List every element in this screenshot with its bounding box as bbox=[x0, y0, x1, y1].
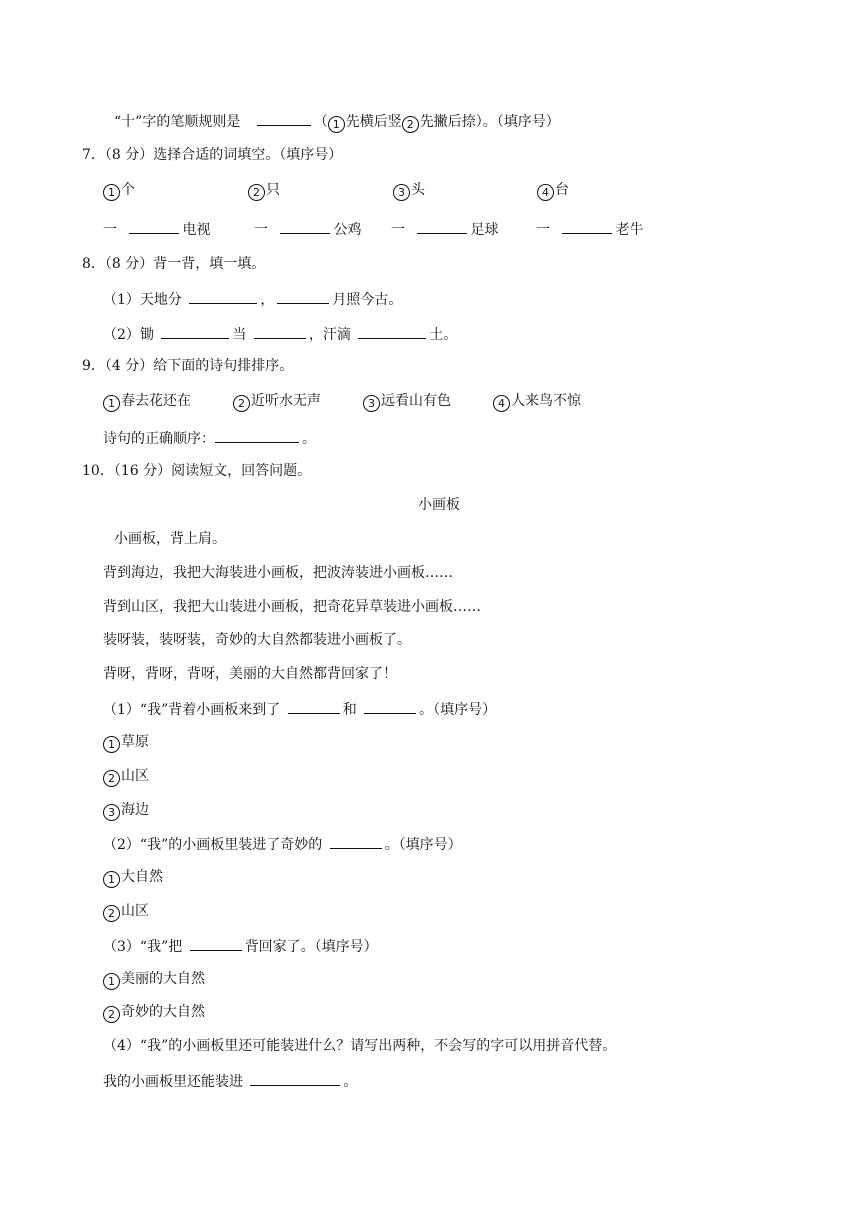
q9-option-2: 2 近听水无声 bbox=[233, 391, 321, 411]
q7-heading: 7．（8 分）选择合适的词填空。（填序号） bbox=[82, 147, 343, 163]
q10-sub-2: （2）“我”的小画板里装进了奇妙的 。（填序号） bbox=[103, 833, 462, 853]
q10-heading: 10．（16 分）阅读短文，回答问题。 bbox=[82, 463, 312, 479]
circled-3-icon: 3 bbox=[393, 184, 410, 201]
q10-sub1-blank-1[interactable] bbox=[288, 698, 340, 714]
q7-option-4: 4 台 bbox=[537, 180, 569, 200]
q7-option-3: 3 头 bbox=[393, 180, 425, 200]
circled-1-icon: 1 bbox=[103, 973, 120, 990]
circled-4-icon: 4 bbox=[493, 395, 510, 412]
q7-fill-2: 一 公鸡 bbox=[254, 218, 361, 238]
q10-sub2-option-2: 2 山区 bbox=[103, 901, 149, 921]
q8-blank-1[interactable] bbox=[189, 288, 257, 304]
q10-sub3-option-1: 1 美丽的大自然 bbox=[103, 969, 205, 989]
q6-line: “十”字的笔顺规则是 （ 1 先横后竖 2 先撇后捺）。（填序号） bbox=[114, 110, 560, 130]
q7-blank-1[interactable] bbox=[129, 218, 179, 234]
q10-sub2-option-1: 1 大自然 bbox=[103, 867, 163, 887]
q7-fill-3: 一 足球 bbox=[391, 218, 498, 238]
q10-sub2-blank[interactable] bbox=[330, 833, 382, 849]
q7-blank-3[interactable] bbox=[417, 218, 467, 234]
q6-suffix: ）。（填序号） bbox=[475, 114, 560, 130]
q6-option-2: 先撇后捺 bbox=[419, 114, 476, 130]
q6-option-1: 先横后竖 bbox=[345, 114, 402, 130]
q6-answer-blank[interactable] bbox=[257, 110, 311, 126]
q9-option-1: 1 春去花还在 bbox=[103, 391, 191, 411]
q8-blank-3[interactable] bbox=[161, 323, 229, 339]
q7-blank-4[interactable] bbox=[562, 218, 612, 234]
q9-order-blank[interactable] bbox=[215, 427, 299, 443]
q10-sub4-blank[interactable] bbox=[250, 1070, 340, 1086]
circled-1-icon: 1 bbox=[328, 116, 345, 133]
circled-1-icon: 1 bbox=[103, 871, 120, 888]
q9-option-4: 4 人来鸟不惊 bbox=[493, 391, 581, 411]
passage-line-2: 背到海边，我把大海装进小画板，把波涛装进小画板…… bbox=[103, 565, 453, 581]
q10-sub-3: （3）“我”把 背回家了。（填序号） bbox=[103, 935, 378, 955]
q8-line-2: （2）锄 当 ，汗滴 土。 bbox=[103, 323, 457, 343]
q7-option-1: 1 个 bbox=[103, 180, 135, 200]
q7-option-2: 2 只 bbox=[248, 180, 280, 200]
passage-line-1: 小画板，背上肩。 bbox=[114, 531, 226, 547]
circled-1-icon: 1 bbox=[103, 736, 120, 753]
q8-blank-5[interactable] bbox=[358, 323, 426, 339]
q10-sub1-option-1: 1 草原 bbox=[103, 732, 149, 752]
q8-line-1: （1）天地分 ， 月照今古。 bbox=[103, 288, 402, 308]
circled-1-icon: 1 bbox=[103, 184, 120, 201]
passage-line-3: 背到山区，我把大山装进小画板，把奇花异草装进小画板…… bbox=[103, 599, 481, 615]
circled-2-icon: 2 bbox=[248, 184, 265, 201]
q7-blank-2[interactable] bbox=[280, 218, 330, 234]
circled-3-icon: 3 bbox=[103, 804, 120, 821]
q10-sub-1: （1）“我”背着小画板来到了 和 。（填序号） bbox=[103, 698, 496, 718]
q10-sub1-option-3: 3 海边 bbox=[103, 800, 149, 820]
q10-sub1-blank-2[interactable] bbox=[364, 698, 416, 714]
q8-blank-4[interactable] bbox=[254, 323, 306, 339]
circled-3-icon: 3 bbox=[363, 395, 380, 412]
circled-4-icon: 4 bbox=[537, 184, 554, 201]
q6-text: “十”字的笔顺规则是 bbox=[114, 114, 241, 130]
q10-sub3-option-2: 2 奇妙的大自然 bbox=[103, 1002, 205, 1022]
q9-heading: 9．（4 分）给下面的诗句排排序。 bbox=[82, 358, 294, 374]
q9-option-3: 3 远看山有色 bbox=[363, 391, 451, 411]
passage-line-4: 装呀装，装呀装，奇妙的大自然都装进小画板了。 bbox=[103, 632, 411, 648]
circled-1-icon: 1 bbox=[103, 395, 120, 412]
circled-2-icon: 2 bbox=[103, 770, 120, 787]
circled-2-icon: 2 bbox=[103, 905, 120, 922]
circled-2-icon: 2 bbox=[233, 395, 250, 412]
q8-heading: 8．（8 分）背一背，填一填。 bbox=[82, 256, 266, 272]
passage-line-5: 背呀，背呀，背呀，美丽的大自然都背回家了！ bbox=[103, 666, 397, 682]
q7-fill-1: 一 电视 bbox=[103, 218, 210, 238]
q9-order-line: 诗句的正确顺序： 。 bbox=[103, 427, 316, 447]
circled-2-icon: 2 bbox=[103, 1006, 120, 1023]
q7-fill-4: 一 老牛 bbox=[536, 218, 643, 238]
circled-2-icon: 2 bbox=[402, 116, 419, 133]
passage-title: 小画板 bbox=[418, 497, 460, 513]
q10-sub1-option-2: 2 山区 bbox=[103, 766, 149, 786]
q10-sub-4: （4）“我”的小画板里还可能装进什么？请写出两种，不会写的字可以用拼音代替。 bbox=[103, 1038, 617, 1054]
q8-blank-2[interactable] bbox=[277, 288, 329, 304]
q10-sub3-blank[interactable] bbox=[190, 935, 242, 951]
q10-sub4-answer-line: 我的小画板里还能装进 。 bbox=[103, 1070, 357, 1090]
